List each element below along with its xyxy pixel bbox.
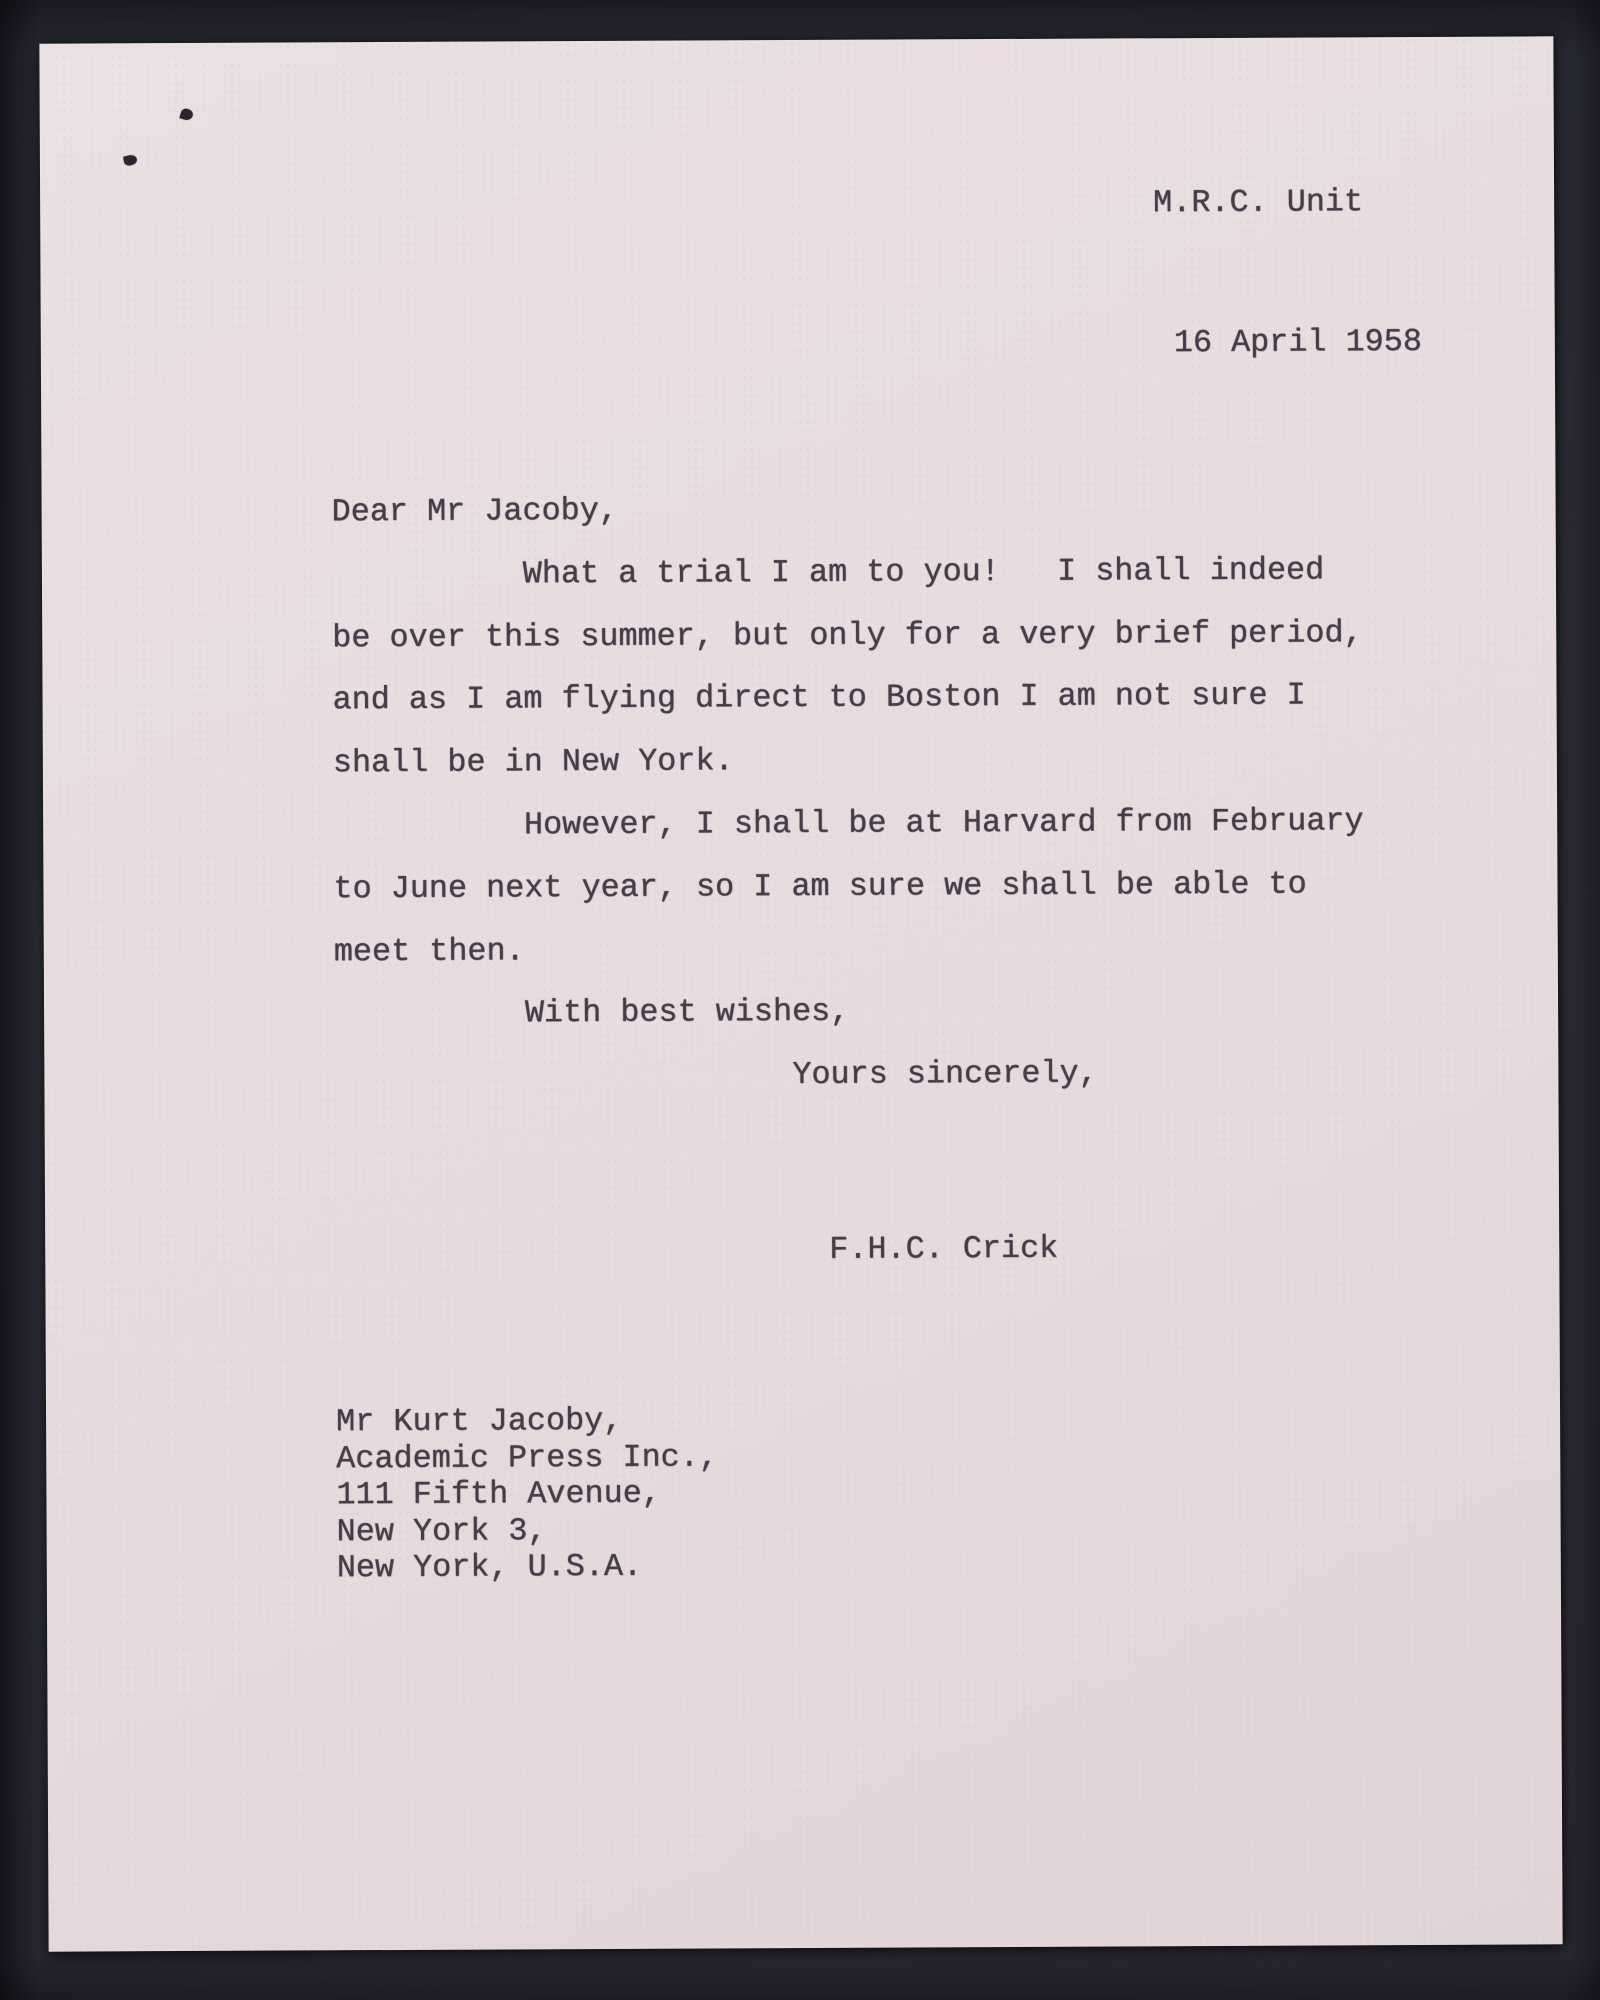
letterhead-unit: M.R.C. Unit bbox=[1153, 184, 1364, 222]
ink-speck-icon bbox=[179, 107, 194, 121]
signature: F.H.C. Crick bbox=[829, 1230, 1059, 1268]
letter-paper bbox=[39, 36, 1562, 1951]
letter-body: Dear Mr Jacoby, What a trial I am to you! I shall indeed be over this summer, but only for a very brief period, and as I am flying direct to Boston I am not sure I shall be in New York. However, I shall be at Harvard from February to June next year, so I am sure we shall be able to meet then. With best wishes, Yours sincerely, bbox=[331, 492, 1364, 1096]
ink-speck-icon bbox=[123, 154, 138, 167]
letter-date: 16 April 1958 bbox=[1173, 323, 1422, 362]
recipient-address: Mr Kurt Jacoby, Academic Press Inc., 111 Fifth Avenue, New York 3, New York, U.S.A. bbox=[335, 1402, 718, 1587]
